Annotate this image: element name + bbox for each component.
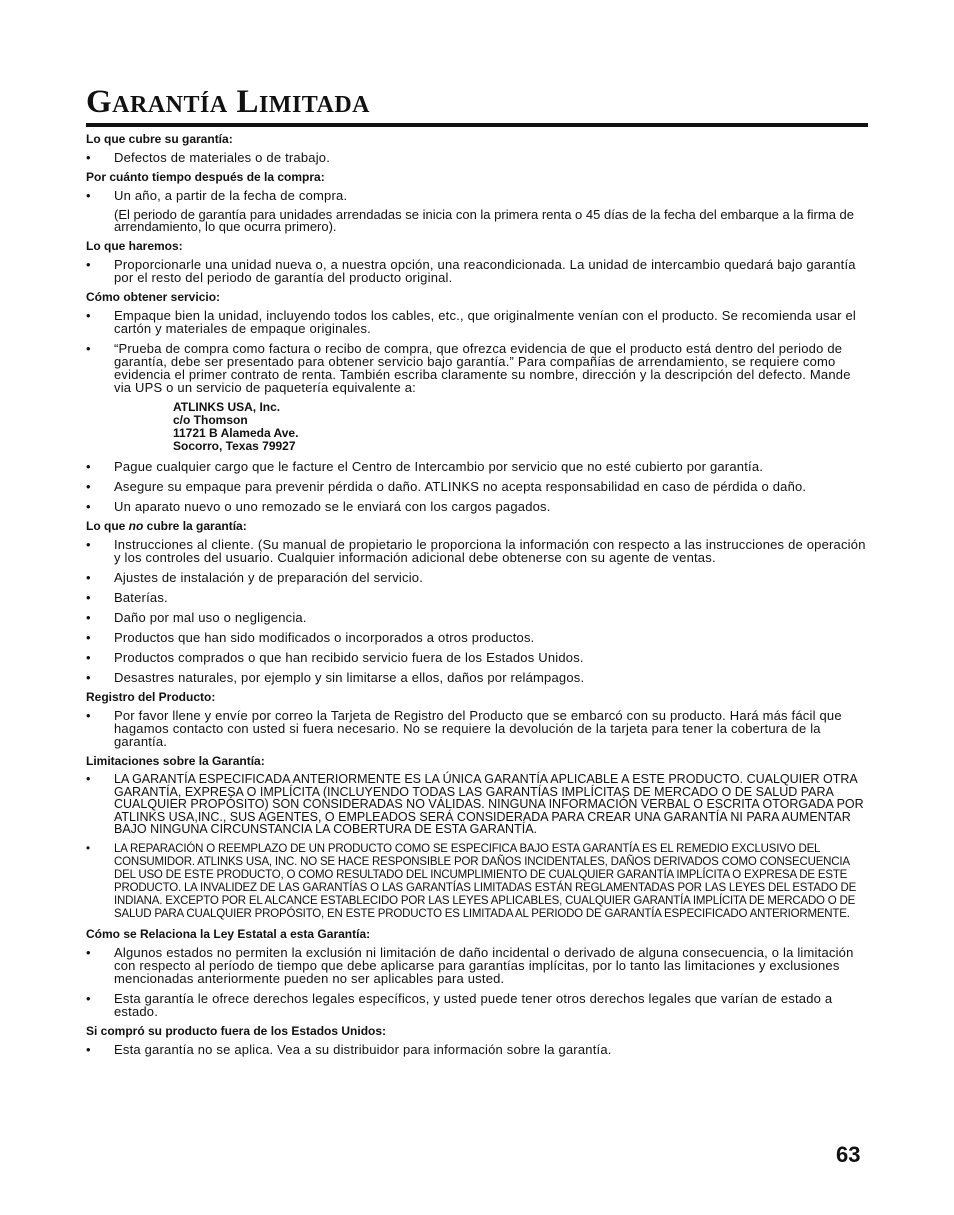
item-text: Desastres naturales, por ejemplo y sin limitarse a ellos, daños por relámpagos.	[114, 670, 585, 685]
heading-emphasis: no	[128, 519, 144, 533]
list-item	[86, 258, 868, 284]
list-item	[86, 151, 868, 164]
address-line: c/o Thomson	[173, 413, 248, 427]
section-heading-service: Cómo obtener servicio:	[86, 290, 221, 304]
section-heading-registration: Registro del Producto:	[86, 690, 216, 704]
list-item	[86, 342, 868, 394]
item-text: Pague cualquier cargo que le facture el Centro de Intercambio por servicio que no esté cubierto por garantía.	[114, 459, 764, 474]
bullet-icon: •	[86, 459, 91, 474]
item-text: Un año, a partir de la fecha de compra.	[114, 188, 348, 203]
title-rule	[86, 123, 868, 127]
section-heading-not-covered	[86, 520, 868, 533]
item-text: Productos comprados o que han recibido servicio fuera de los Estados Unidos.	[114, 650, 584, 665]
item-text: Asegure su empaque para prevenir pérdida o daño. ATLINKS no acepta responsabilidad en caso de pérdida o daño.	[114, 479, 807, 494]
section-heading-covers: Lo que cubre su garantía:	[86, 132, 233, 146]
list-item	[86, 591, 868, 604]
address-line: ATLINKS USA, Inc.	[173, 400, 281, 414]
item-text: Empaque bien la unidad, incluyendo todos los cables, etc., que originalmente venían con el producto. Se recomienda usar el cartón y materiales de empaque originales.	[114, 308, 857, 336]
bullet-icon: •	[86, 630, 91, 645]
list-item	[86, 611, 868, 624]
item-text: Daño por mal uso o negligencia.	[114, 610, 307, 625]
bullet-icon: •	[86, 650, 91, 665]
bullet-icon: •	[86, 944, 91, 960]
title-rest-1: ARANTÍA	[112, 92, 228, 118]
title-cap-1: G	[86, 84, 113, 120]
item-text: Productos que han sido modificados o incorporados a otros productos.	[114, 630, 535, 645]
item-text: Por favor llene y envíe por correo la Tarjeta de Registro del Producto que se embarcó con su producto. Hará más fácil que hagamos contacto con usted si fuera necesario. No se requiere la devolución de la tarjeta para tener la cobertura de la garantía.	[114, 708, 842, 749]
item-text: LA GARANTÍA ESPECIFICADA ANTERIORMENTE ES LA ÚNICA GARANTÍA APLICABLE A ESTE PRODUCTO. CUALQUIER OTRA GARANTÍA, EXPRESA O IMPLÍCITA (INCLUYENDO TODAS LAS GARANTÍAS IMPLÍCITAS DE MERCADO O DE SALUD PARA CUALQUIER PROPÓSITO) SON CONSIDERADAS NO VÁLIDAS. NINGUNA INFORMACIÓN VERBAL O ESCRITA OTORGADA POR ATLINKS USA,INC., SUS AGENTES, O EMPLEADOS SERÁ CONSIDERADA PARA CREAR UNA GARANTÍA NI PARA AUMENTAR BAJO NINGUNA CIRCUNSTANCIA LA COBERTURA DE ESTA GARANTÍA.	[114, 772, 864, 836]
list-item	[86, 992, 868, 1018]
bullet-icon: •	[86, 990, 91, 1006]
item-text: Ajustes de instalación y de preparación del servicio.	[114, 570, 424, 585]
list-item	[86, 773, 868, 836]
bullet-icon: •	[86, 257, 91, 272]
item-text: Instrucciones al cliente. (Su manual de propietario le proporciona la información con respecto a las instrucciones de operación y los controles del usuario. Cualquier información adicional debe obtenerse con su agente de ventas.	[114, 537, 866, 565]
bullet-icon: •	[86, 537, 91, 552]
item-text: Un aparato nuevo o uno remozado se le enviará con los cargos pagados.	[114, 499, 551, 514]
section-heading-duration: Por cuánto tiempo después de la compra:	[86, 170, 325, 184]
list-item	[86, 1043, 868, 1056]
item-text: Algunos estados no permiten la exclusión ni limitación de daño incidental o derivado de alguna consecuencia, o la limitación con respecto al período de tiempo que debe aplicarse para garantías implícitas, por lo tanto las limitaciones y exclusiones mencionadas anteriormente pueden no ser aplicables para usted.	[114, 944, 854, 986]
heading-part: Lo que	[86, 519, 129, 533]
list-item	[86, 843, 868, 921]
item-text: Baterías.	[114, 590, 168, 605]
bullet-icon: •	[86, 479, 91, 494]
bullet-icon: •	[86, 188, 91, 203]
list-item	[86, 671, 868, 684]
list-item	[86, 709, 868, 748]
item-text: Defectos de materiales o de trabajo.	[114, 150, 331, 165]
heading-part: cubre la garantía:	[143, 519, 247, 533]
warranty-page	[86, 84, 868, 1063]
item-text: Esta garantía no se aplica. Vea a su distribuidor para información sobre la garantía.	[114, 1041, 612, 1057]
bullet-icon: •	[86, 708, 91, 723]
list-item	[86, 651, 868, 664]
bullet-icon: •	[86, 772, 91, 786]
section-heading-state-law: Cómo se Relaciona la Ley Estatal a esta Garantía:	[86, 926, 371, 941]
page-title	[86, 84, 868, 123]
bullet-icon: •	[86, 570, 91, 585]
title-rest-2: IMITADA	[258, 92, 371, 118]
list-item	[86, 480, 868, 493]
list-item	[86, 460, 868, 473]
list-item	[86, 946, 868, 985]
title-cap-2: L	[236, 84, 259, 120]
list-item	[86, 571, 868, 584]
list-item	[86, 500, 868, 513]
list-item	[86, 309, 868, 335]
bullet-icon: •	[86, 842, 90, 855]
bullet-icon: •	[86, 308, 91, 323]
item-text: Proporcionarle una unidad nueva o, a nuestra opción, una reacondicionada. La unidad de intercambio quedará bajo garantía por el resto del periodo de garantía del producto original.	[114, 257, 856, 285]
bullet-icon: •	[86, 590, 91, 605]
section-heading-we-do: Lo que haremos:	[86, 239, 183, 253]
shipping-address	[86, 401, 868, 453]
bullet-icon: •	[86, 610, 91, 625]
bullet-icon: •	[86, 499, 91, 514]
bullet-icon: •	[86, 1041, 91, 1057]
item-text: Esta garantía le ofrece derechos legales específicos, y usted puede tener otros derechos legales que varían de estado a estado.	[114, 990, 833, 1019]
duration-note: (El periodo de garantía para unidades arrendadas se inicia con la primera renta o 45 días de la fecha del embarque a la firma de arrendamiento, lo que ocurra primero).	[114, 207, 855, 234]
item-text: LA REPARACIÓN O REEMPLAZO DE UN PRODUCTO COMO SE ESPECIFICA BAJO ESTA GARANTÍA ES EL REMEDIO EXCLUSIVO DEL CONSUMIDOR. ATLINKS USA, INC. NO SE HACE RESPONSIBLE POR DAÑOS INCIDENTALES, DAÑOS DERIVADOS COMO CONSECUENCIA DEL USO DE ESTE PRODUCTO, O COMO RESULTADO DEL INCUMPLIMIENTO DE CUALQUIER GARANTÍA IMPLÍCITA O EXPRESA DE ESTE PRODUCTO. LA INVALIDEZ DE LAS GARANTÍAS O LAS GARANTÍAS LIMITADAS ESTÁN REGLAMENTADAS POR LAS LEYES DEL ESTADO DE INDIANA. EXCEPTO POR EL ALCANCE ESTABLECIDO POR LAS LEYES APLICABLES, CUALQUIER GARANTÍA IMPLÍCITA DE MERCADO O DE SALUD PARA CUALQUIER PROPÓSITO, EN ESTE PRODUCTO ES LIMITADA AL PERIODO DE GARANTÍA ESPECIFICADO ANTERIORMENTE.	[114, 842, 857, 920]
list-item	[86, 189, 868, 202]
bullet-icon: •	[86, 670, 91, 685]
section-heading-outside-us: Si compró su producto fuera de los Estados Unidos:	[86, 1023, 387, 1038]
address-line: 11721 B Alameda Ave.	[173, 426, 299, 440]
list-item	[86, 538, 868, 564]
bullet-icon: •	[86, 341, 91, 356]
section-heading-limitations: Limitaciones sobre la Garantía:	[86, 754, 265, 768]
item-text: “Prueba de compra como factura o recibo de compra, que ofrezca evidencia de que el producto está dentro del periodo de garantía, debe ser presentado para obtener servicio bajo garantía.” Para compañías de arrendamiento, se requiere como evidencia el primer contrato de renta. También escriba claramente su nombre, dirección y la descripción del defecto. Mande via UPS o un servicio de paquetería equivalente a:	[114, 341, 851, 395]
address-line: Socorro, Texas 79927	[173, 439, 296, 453]
bullet-icon: •	[86, 150, 91, 165]
page-number: 63	[836, 1142, 861, 1167]
list-item	[86, 631, 868, 644]
